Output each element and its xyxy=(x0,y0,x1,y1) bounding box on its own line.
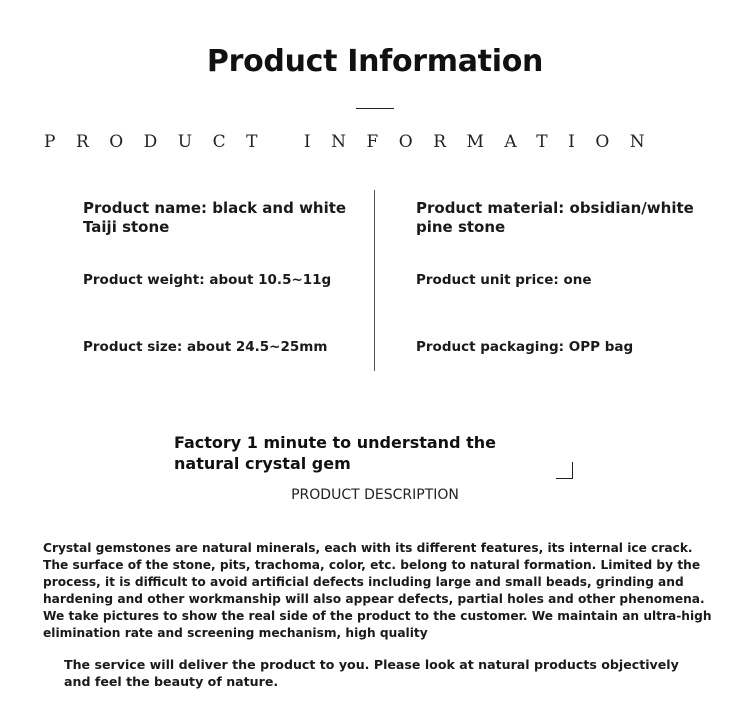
page-title: Product Information xyxy=(206,44,544,79)
product-size: Product size: about 24.5~25mm xyxy=(83,339,328,355)
section-subheading: PRODUCT DESCRIPTION xyxy=(291,487,459,503)
product-material: Product material: obsidian/white pine stone xyxy=(416,199,694,236)
title-underline xyxy=(356,108,394,109)
description-paragraph: Crystal gemstones are natural minerals, each with its different features, its internal ice crack. The surface of the stone, pits, trachoma, color, etc. belong to natural formation. Limited by the process, it is difficult to avoid artificial defects including large and small beads, grinding and hardening and other workmanship will also appear defects, partial holes and other phenomena. We take pictures to show the real side of the product to the customer. We maintain an ultra-high elimination rate and screening mechanism, high quality xyxy=(43,541,712,640)
product-packaging: Product packaging: OPP bag xyxy=(416,339,634,355)
product-weight: Product weight: about 10.5~11g xyxy=(83,272,332,288)
product-name: Product name: black and white Taiji stone xyxy=(83,199,347,236)
page-subtitle: PRODUCT INFORMATION xyxy=(44,132,666,152)
service-note: The service will deliver the product to you. Please look at natural products objectively and feel the beauty of nature. xyxy=(64,657,679,689)
corner-bracket-decoration xyxy=(556,462,573,479)
section-heading: Factory 1 minute to understand the natural crystal gem xyxy=(174,433,496,473)
column-divider xyxy=(374,190,375,371)
product-unit-price: Product unit price: one xyxy=(416,272,592,288)
